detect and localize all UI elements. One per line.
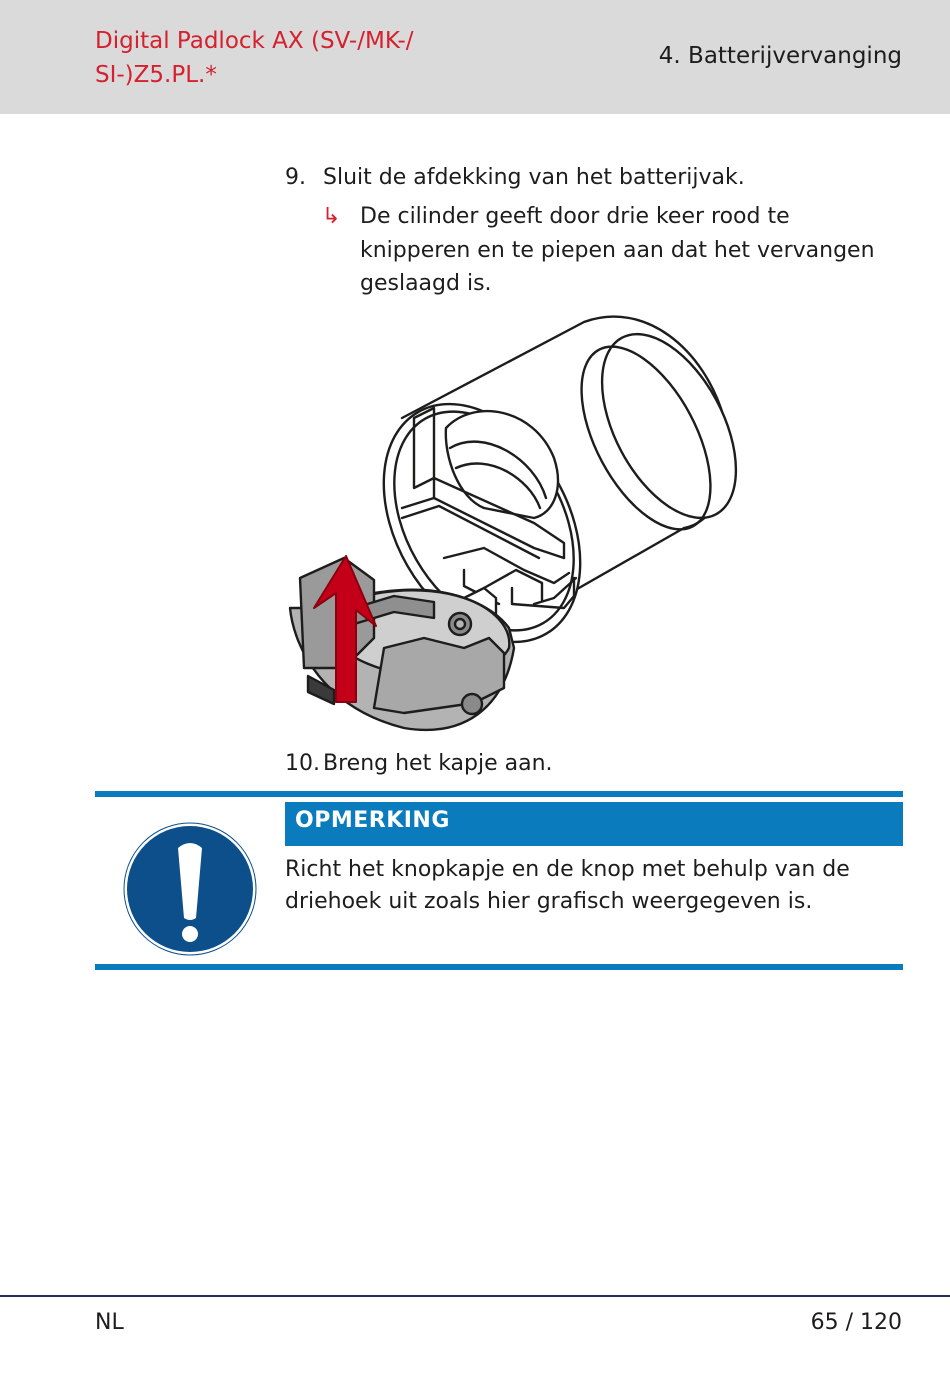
step-number: 10. [285,751,320,776]
note-title: OPMERKING [295,808,450,833]
step-number: 9. [285,165,306,190]
footer-rule [0,1295,950,1297]
step-text: Breng het kapje aan. [323,751,553,776]
step-text: Sluit de afdekking van het batterijvak. [323,165,745,190]
page-number: 65 / 120 [810,1310,902,1335]
result-arrow-icon: ↳ [322,204,341,229]
note-bottom-rule [95,964,903,970]
chapter-title: 4. Batterijvervanging [658,43,902,69]
result-text: De cilinder geeft door drie keer rood te knipperen en te piepen aan dat het vervangen geslaagd is. [360,204,875,296]
battery-cover-illustration [284,308,748,740]
document-title: Digital Padlock AX (SV-/MK-/ SI-)Z5.PL.* [95,28,414,88]
note-top-rule [95,791,903,797]
exclamation-icon [123,822,257,956]
footer-language: NL [95,1310,124,1335]
note-text: Richt het knopkapje en de knop met behulp van de driehoek uit zoals hier grafisch weergegeven is. [285,857,850,914]
note-header [285,802,903,846]
page-header [0,0,950,114]
